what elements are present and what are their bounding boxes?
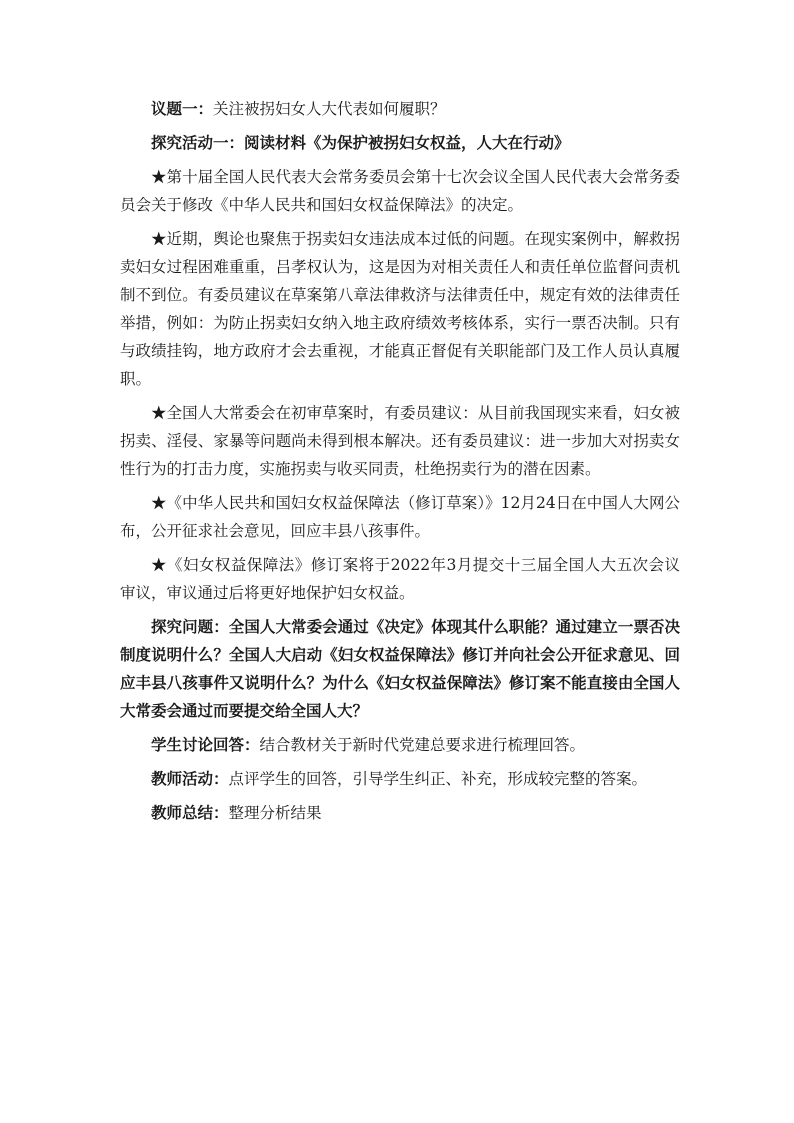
topic-text: 关注被拐妇女人大代表如何履职？ — [213, 100, 446, 118]
activity-text: 阅读材料《为保护被拐妇女权益，人大在行动》 — [244, 133, 570, 152]
student-text: 结合教材关于新时代党建总要求进行梳理回答。 — [259, 736, 586, 754]
document-body — [120, 95, 680, 833]
material-paragraph: ★全国人大常委会在初审草案时，有委员建议：从目前我国现实来看，妇女被拐卖、淫侵、家暴等问题尚未得到根本解决。还有委员建议：进一步加大对拐卖女性行为的打击力度，实施拐卖与收买同责，杜绝拐卖行为的潜在因素。 — [120, 404, 680, 478]
material-paragraph: ★近期，舆论也聚焦于拐卖妇女违法成本过低的问题。在现实案例中，解救拐卖妇女过程困难重重，吕孝权认为，这是因为对相关责任人和责任单位监督问责机制不到位。有委员建议在草案第八章法律救济与法律责任中，规定有效的法律责任举措，例如：为防止拐卖妇女纳入地主政府绩效考核体系，实行一票否决制。只有与政绩挂钩，地方政府才会去重视，才能真正督促有关职能部门及工作人员认真履职。 — [120, 230, 680, 388]
teacher-summary-label: 教师总结： — [151, 803, 229, 822]
material-paragraph: ★《妇女权益保障法》修订案将于2022年3月提交十三届全国人大五次会议审议，审议通过后将更好地保护妇女权益。 — [120, 556, 680, 602]
topic-heading — [120, 95, 680, 123]
material-paragraph: ★《中华人民共和国妇女权益保障法（修订草案）》12月24日在中国人大网公布，公开征求社会意见，回应丰县八孩事件。 — [120, 494, 680, 540]
inquiry-question: 探究问题：全国人大常委会通过《决定》体现其什么职能？通过建立一票否决制度说明什么？全国人大启动《妇女权益保障法》修订并向社会公开征求意见、回应丰县八孩事件又说明什么？为什么《妇女权益保障法》修订案不能直接由全国人大常委会通过而要提交给全国人大？ — [120, 617, 680, 720]
student-label: 学生讨论回答： — [151, 735, 260, 754]
teacher-activity-text: 点评学生的回答，引导学生纠正、补充，形成较完整的答案。 — [228, 770, 648, 788]
teacher-summary-text: 整理分析结果 — [228, 804, 322, 822]
teacher-summary — [120, 799, 680, 827]
material-paragraph: ★第十届全国人民代表大会常务委员会第十七次会议全国人民代表大会常务委员会关于修改《中华人民共和国妇女权益保障法》的决定。 — [120, 168, 680, 214]
teacher-activity — [120, 765, 680, 793]
teacher-activity-label: 教师活动： — [151, 769, 229, 788]
activity-label: 探究活动一： — [151, 133, 245, 152]
activity-heading — [120, 129, 680, 157]
student-discussion — [120, 731, 680, 759]
topic-label: 议题一： — [151, 99, 214, 118]
